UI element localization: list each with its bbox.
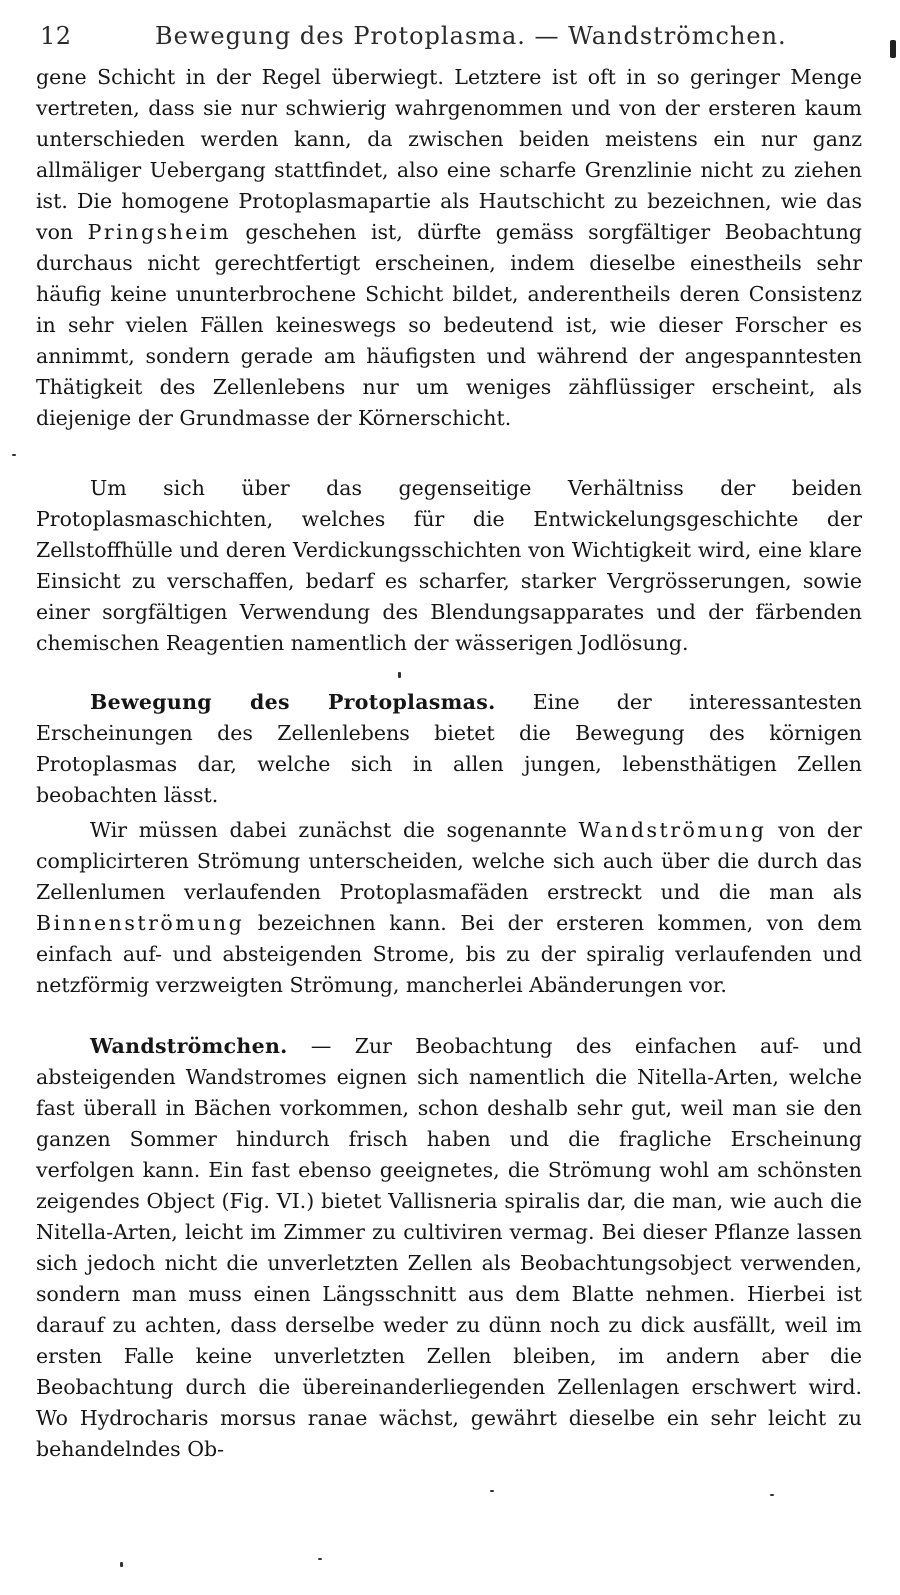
author-name: Pringsheim <box>87 220 231 244</box>
print-speck <box>398 672 401 678</box>
term: Wandströmung <box>578 818 767 842</box>
paragraph-text: — Zur Beobachtung des einfachen auf- und absteigenden Wandstromes eignen sich namentlich die Nitella-Arten, welche fast überall in Bächen vorkommen, schon deshalb sehr gut, weil man sie den ganzen Sommer hindurch frisch haben und die fragliche Erscheinung verfolgen kann. Ein fast ebenso geeignetes, die Strömung wohl am schönsten zeigendes Object (Fig. VI.) bietet Vallisneria spiralis dar, die man, wie auch die Nitella-Arten, leicht im Zimmer zu cultiviren vermag. Bei dieser Pflanze lassen sich jedoch nicht die unverletzten Zellen als Beobachtungsobject verwenden, sondern man muss einen Längsschnitt aus dem Blatte nehmen. Hierbei ist darauf zu achten, dass derselbe weder zu dünn noch zu dick ausfällt, weil im ersten Falle keine unverletzten Zellen bleiben, im andern aber die Beobachtung durch die übereinanderliegenden Zellenlagen erschwert wird. Wo Hydrocharis morsus ranae wächst, gewährt dieselbe ein sehr leicht zu behandelndes Ob- <box>36 1034 862 1461</box>
section-wall-currents <box>36 1031 862 1465</box>
term: Binnenströmung <box>36 911 245 935</box>
paragraph-text: Um sich über das gegenseitige Verhältniss der beiden Protoplasmaschichten, welches für die Entwickelungsgeschichte der Zellstoffhülle und deren Verdickungsschichten von Wichtigkeit wird, eine klare Einsicht zu verschaffen, bedarf es scharfer, starker Vergrösserungen, sowie einer sorgfältigen Verwendung des Blendungsapparates und der färbenden chemischen Reagentien namentlich der wässerigen Jodlösung. <box>36 476 862 655</box>
paragraph <box>36 815 862 1001</box>
paragraph-text: Eine der interessantesten Erscheinungen des Zellenlebens bietet die Bewegung des körnigen Protoplasmas dar, welche sich in allen jungen, lebensthätigen Zellen beobachten lässt. <box>36 690 862 807</box>
running-title: Bewegung des Protoplasma. — Wandströmchen. <box>155 22 787 50</box>
section-heading: Bewegung des Protoplasmas. <box>90 690 496 714</box>
paragraph-text: geschehen ist, dürfte gemäss sorgfältiger Beobachtung durchaus nicht gerechtfertigt erscheinen, indem dieselbe einestheils sehr häufig keine ununterbrochene Schicht bildet, anderentheils deren Consistenz in sehr vielen Fällen keineswegs so bedeutend ist, wie dieser Forscher es annimmt, sondern gerade am häufigsten und während der angespanntesten Thätigkeit des Zellenlebens nur um weniges zähflüssiger erscheint, als diejenige der Grundmasse der Körnerschicht. <box>36 220 862 430</box>
section-protoplasm-movement <box>36 687 862 811</box>
print-speck <box>12 454 16 456</box>
section-heading: Wandströmchen. <box>90 1034 288 1058</box>
page-number: 12 <box>40 22 72 50</box>
print-speck <box>120 1562 123 1567</box>
paragraph <box>36 473 862 659</box>
print-speck <box>318 1558 322 1560</box>
print-speck <box>490 1490 494 1492</box>
paragraph-text: Wir müssen dabei zunächst die sogenannte <box>90 818 567 842</box>
running-head <box>40 16 860 56</box>
paragraph-text: gene Schicht in der Regel überwiegt. Letztere ist oft in so geringer Menge vertreten, dass sie nur schwierig wahrgenommen und von der ersteren kaum unterschieden werden kann, da zwischen beiden meistens ein nur ganz allmäliger Uebergang stattfindet, also eine scharfe Grenzlinie nicht zu ziehen ist. Die homogene Protoplasmapartie als Hautschicht zu bezeichnen, wie das von <box>36 65 862 244</box>
paragraph-text: bezeichnen kann. Bei der ersteren kommen, von dem einfach auf- und absteigenden Strome, bis zu der spiralig verlaufenden und netzförmig verzweigten Strömung, mancherlei Abänderungen vor. <box>36 911 862 997</box>
scan-edge-mark <box>890 40 896 58</box>
paragraph-text: von der complicirteren Strömung unterscheiden, welche sich auch über die durch das Zellenlumen verlaufenden Protoplasmafäden erstreckt und die man als <box>36 818 862 904</box>
paragraph-continuation <box>36 62 862 434</box>
print-speck <box>770 1494 774 1496</box>
